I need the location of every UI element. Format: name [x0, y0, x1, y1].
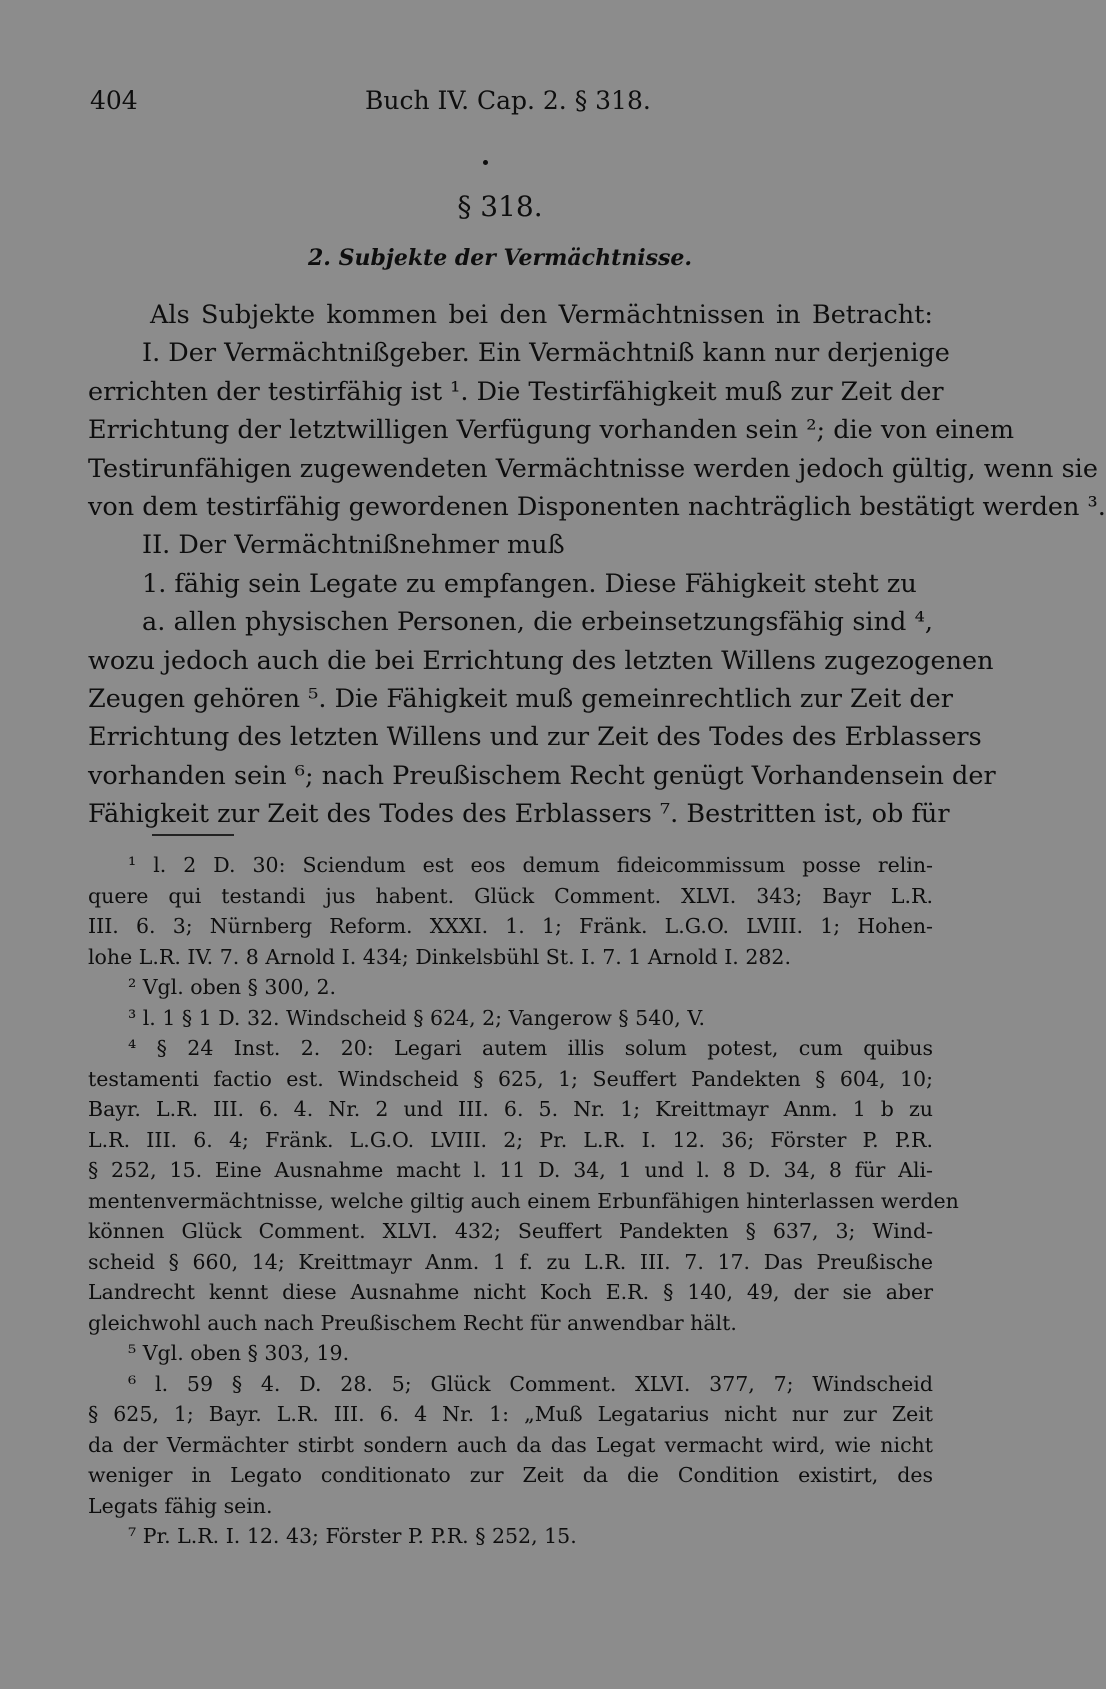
footnote-line: gleichwohl auch nach Preußischem Recht für anwendbar hält. [88, 1310, 737, 1335]
body-line: Errichtung des letzten Willens und zur Zeit des Todes des Erblassers [88, 722, 982, 753]
footnote-line: § 252, 15. Eine Ausnahme macht l. 11 D. 34, 1 und l. 8 D. 34, 8 für Ali- [88, 1158, 933, 1182]
footnote-line: Landrecht kennt diese Ausnahme nicht Koch E.R. § 140, 49, der sie aber [88, 1280, 933, 1304]
print-speck [483, 160, 488, 165]
footnote-line: scheid § 660, 14; Kreittmayr Anm. 1 f. zu L.R. III. 7. 17. Das Preußische [88, 1249, 933, 1274]
body-line: Als Subjekte kommen bei den Vermächtnissen in Betracht: [150, 300, 933, 330]
footnote-line: ⁵ Vgl. oben § 303, 19. [128, 1341, 350, 1365]
body-line: von dem testirfähig gewordenen Disponenten nachträglich bestätigt werden ³. [88, 491, 1106, 522]
body-line: II. Der Vermächtnißnehmer muß [142, 530, 565, 561]
footnote-line: Bayr. L.R. III. 6. 4. Nr. 2 und III. 6. 5. Nr. 1; Kreittmayr Anm. 1 b zu [88, 1097, 933, 1121]
section-subtitle: 2. Subjekte der Vermächtnisse. [307, 245, 693, 271]
section-title: § 318. [457, 190, 543, 223]
footnote-line: da der Vermächter stirbt sondern auch da das Legat vermacht wird, wie nicht [88, 1432, 933, 1457]
footnote-separator [152, 834, 234, 836]
body-line: I. Der Vermächtnißgeber. Ein Vermächtniß kann nur derjenige [142, 338, 950, 369]
footnote-line: ³ l. 1 § 1 D. 32. Windscheid § 624, 2; Vangerow § 540, V. [128, 1005, 706, 1030]
footnote-line: ⁷ Pr. L.R. I. 12. 43; Förster P. P.R. § 252, 15. [128, 1524, 577, 1548]
footnote-line: III. 6. 3; Nürnberg Reform. XXXI. 1. 1; Fränk. L.G.O. LVIII. 1; Hohen- [88, 914, 933, 938]
footnote-line: L.R. III. 6. 4; Fränk. L.G.O. LVIII. 2; Pr. L.R. I. 12. 36; Förster P. P.R. [88, 1127, 933, 1152]
footnote-line: können Glück Comment. XLVI. 432; Seuffert Pandekten § 637, 3; Wind- [88, 1219, 933, 1243]
body-line: Testirunfähigen zugewendeten Vermächtnisse werden jedoch gültig, wenn sie [88, 453, 1098, 484]
footnote-line: lohe L.R. IV. 7. 8 Arnold I. 434; Dinkelsbühl St. I. 7. 1 Arnold I. 282. [88, 944, 791, 969]
footnote-line: ² Vgl. oben § 300, 2. [128, 975, 337, 999]
body-line: vorhanden sein ⁶; nach Preußischem Recht genügt Vorhandensein der [88, 760, 996, 791]
page-number: 404 [90, 86, 138, 115]
body-line: Errichtung der letztwilligen Verfügung vorhanden sein ²; die von einem [88, 415, 1015, 446]
body-line: Fähigkeit zur Zeit des Todes des Erblassers ⁷. Bestritten ist, ob für [88, 799, 950, 830]
footnote-line: testamenti factio est. Windscheid § 625, 1; Seuffert Pandekten § 604, 10; [88, 1066, 933, 1091]
running-title: Buch IV. Cap. 2. § 318. [365, 86, 651, 115]
footnote-line: ⁴ § 24 Inst. 2. 20: Legari autem illis solum potest, cum quibus [128, 1036, 933, 1060]
footnote-line: weniger in Legato conditionato zur Zeit da die Condition existirt, des [88, 1463, 933, 1487]
footnote-line: quere qui testandi jus habent. Glück Comment. XLVI. 343; Bayr L.R. [88, 883, 933, 908]
footnote-line: Legats fähig sein. [88, 1493, 273, 1518]
body-text [88, 296, 1106, 833]
body-line: wozu jedoch auch die bei Errichtung des letzten Willens zugezogenen [88, 645, 994, 676]
footnote-line: ¹ l. 2 D. 30: Sciendum est eos demum fideicommissum posse relin- [128, 853, 933, 877]
body-line: a. allen physischen Personen, die erbeinsetzungsfähig sind ⁴, [142, 607, 933, 638]
body-line: 1. fähig sein Legate zu empfangen. Diese Fähigkeit steht zu [142, 568, 917, 599]
page-header [90, 86, 910, 126]
footnotes [88, 850, 959, 1552]
footnote-line: mentenvermächtnisse, welche giltig auch einem Erbunfähigen hinterlassen werden [88, 1188, 959, 1213]
body-line: Zeugen gehören ⁵. Die Fähigkeit muß gemeinrechtlich zur Zeit der [88, 683, 953, 714]
footnote-line: § 625, 1; Bayr. L.R. III. 6. 4 Nr. 1: „Muß Legatarius nicht nur zur Zeit [88, 1402, 933, 1426]
body-line: errichten der testirfähig ist ¹. Die Testirfähigkeit muß zur Zeit der [88, 376, 944, 407]
footnote-line: ⁶ l. 59 § 4. D. 28. 5; Glück Comment. XLVI. 377, 7; Windscheid [128, 1371, 933, 1396]
